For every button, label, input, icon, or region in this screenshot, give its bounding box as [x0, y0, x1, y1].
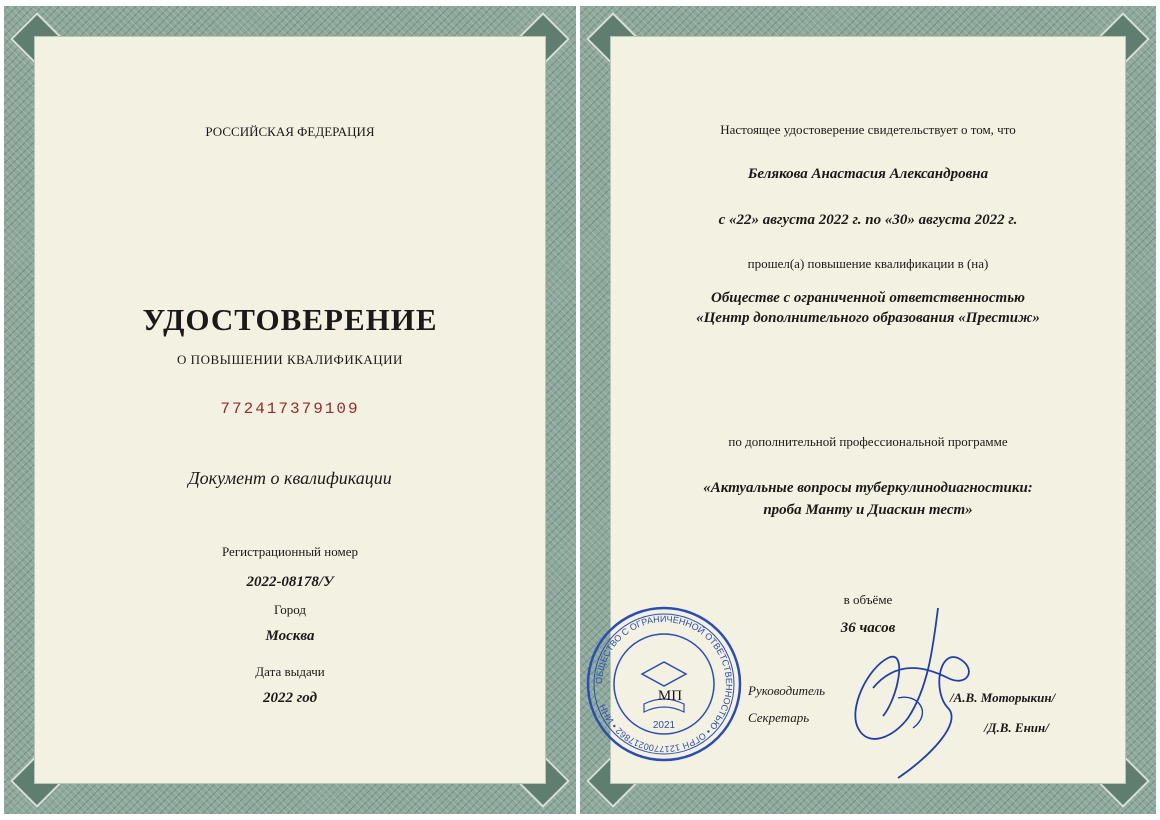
- passed-text: прошел(а) повышение квалификации в (на): [747, 256, 989, 271]
- program-line-2: проба Манту и Диаскин тест»: [763, 502, 973, 518]
- serial-number: 772417379109: [220, 400, 360, 418]
- city: Москва: [265, 628, 315, 644]
- hours: 36 часов: [840, 620, 896, 636]
- seal-year: 2021: [652, 720, 676, 731]
- seal-mp-mark: МП: [657, 688, 683, 704]
- date-label: Дата выдачи: [255, 664, 325, 679]
- country-label: РОССИЙСКАЯ ФЕДЕРАЦИЯ: [205, 124, 375, 139]
- head-name: /А.В. Моторыкин/: [950, 690, 1056, 705]
- program-label: по дополнительной профессиональной программе: [728, 434, 1008, 449]
- issue-date: 2022 год: [262, 690, 318, 706]
- official-seal: [584, 604, 744, 764]
- organization-line-1: Обществе с ограниченной ответственностью: [710, 290, 1026, 306]
- head-label: Руководитель: [748, 683, 826, 698]
- reg-number-label: Регистрационный номер: [222, 544, 358, 559]
- document-title: УДОСТОВЕРЕНИЕ: [142, 302, 438, 337]
- reg-number: 2022-08178/У: [246, 574, 334, 590]
- seal-ring-text: ОБЩЕСТВО С ОГРАНИЧЕННОЙ ОТВЕТСТВЕННОСТЬЮ • ОГРН 1217700217862 • ИНН: [593, 613, 735, 755]
- document-subtitle: О ПОВЫШЕНИИ КВАЛИФИКАЦИИ: [177, 352, 403, 367]
- secretary-name: /Д.В. Енин/: [984, 720, 1049, 735]
- program-line-1: «Актуальные вопросы туберкулинодиагностики:: [703, 480, 1033, 496]
- city-label: Город: [273, 602, 307, 617]
- volume-label: в объёме: [843, 592, 893, 607]
- organization-line-2: «Центр дополнительного образования «Престиж»: [696, 310, 1040, 326]
- holder-name: Белякова Анастасия Александровна: [747, 166, 989, 182]
- graduation-cap-icon: [642, 662, 686, 686]
- document-type: Документ о квалификации: [188, 468, 392, 488]
- intro-text: Настоящее удостоверение свидетельствует о том, что: [720, 122, 1016, 137]
- training-period: с «22» августа 2022 г. по «30» августа 2022 г.: [718, 212, 1018, 228]
- secretary-label: Секретарь: [748, 710, 810, 725]
- handwritten-signature: [838, 598, 998, 784]
- paper-area: [34, 36, 546, 784]
- left-page: [4, 6, 576, 814]
